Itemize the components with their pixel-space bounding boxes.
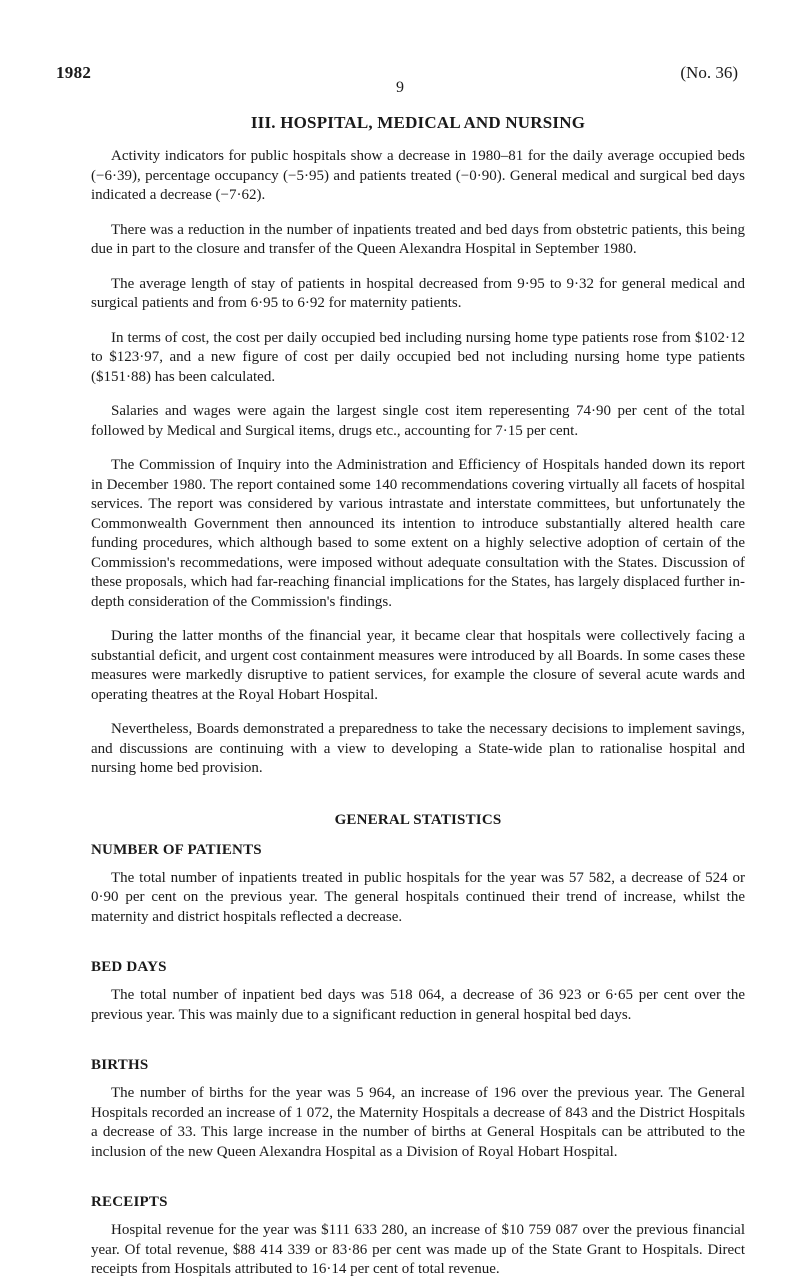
header-year: 1982 bbox=[56, 63, 92, 82]
paragraph-cost: In terms of cost, the cost per daily occupied bed including nursing home type patients rose from $102·12 to $123·97, and a new figure of cost per daily occupied bed not including nursing home type patients ($151·88) has been calculated. bbox=[91, 329, 745, 385]
paragraph-savings: Nevertheless, Boards demonstrated a preparedness to take the necessary decisions to implement savings, and discussions are continuing with a view to developing a State-wide plan to rationalise hospital and nursing home bed provision. bbox=[91, 721, 745, 776]
paragraph-length-of-stay: The average length of stay of patients in hospital decreased from 9·95 to 9·32 for general medical and surgical patients and from 6·95 to 6·92 for maternity patients. bbox=[91, 275, 745, 311]
header-number: (No. 36) bbox=[680, 63, 738, 82]
paragraph-salaries: Salaries and wages were again the largest single cost item reperesenting 74·90 per cent of the total followed by Medical and Surgical items, drugs etc., accounting for 7·15 per cent. bbox=[91, 403, 745, 439]
paragraph-activity-indicators: Activity indicators for public hospitals show a decrease in 1980–81 for the daily average occupied beds (−6·39), percentage occupancy (−5·95) and patients treated (−0·90). General medical and surgical bed days indicated a decrease (−7·62). bbox=[91, 148, 745, 203]
page-number: 9 bbox=[396, 79, 404, 96]
receipts-text: Hospital revenue for the year was $111 633 280, an increase of $10 759 087 over the previous financial year. Of total revenue, $88 414 339 or 83·86 per cent was made up of the State Grant to Hospitals. Direct receipts from Hospitals attributed to 16·14 per cent of total revenue. bbox=[91, 1222, 745, 1277]
general-statistics-heading: GENERAL STATISTICS bbox=[334, 811, 502, 828]
births-text: The number of births for the year was 5 964, an increase of 196 over the previous year. The General Hospitals recorded an increase of 1 072, the Maternity Hospitals a decrease of 843 and the District Hospitals a decrease of 33. This large increase in the number of births at General Hospitals can be attributed to the inclusion of the new Queen Alexandra Hospital as a Division of Royal Hobart Hospital. bbox=[91, 1085, 745, 1160]
bed-days-text: The total number of inpatient bed days was 518 064, a decrease of 36 923 or 6·65 per cent over the previous year. This was mainly due to a significant reduction in general hospital bed days. bbox=[91, 987, 745, 1023]
paragraph-deficit: During the latter months of the financial year, it became clear that hospitals were collectively facing a substantial deficit, and urgent cost containment measures were introduced by all Boards. In some cases these measures were markedly disruptive to patient services, for example the closure of several acute wards and operating theatres at the Royal Hobart Hospital. bbox=[91, 628, 745, 703]
paragraph-obstetric-reduction: There was a reduction in the number of inpatients treated and bed days from obstetric patients, this being due in part to the closure and transfer of the Queen Alexandra Hospital in September 1980. bbox=[91, 221, 745, 257]
receipts-heading: RECEIPTS bbox=[91, 1194, 168, 1210]
paragraph-commission-of-inquiry: The Commission of Inquiry into the Administration and Efficiency of Hospitals handed down its report in December 1980. The report contained some 140 recommendations covering virtually all facets of hospital services. The report was considered by various intrastate and interstate committees, but unfortunately the Commonwealth Government then announced its intention to introduce substantially altered health care funding procedures, which although based to some extent on a highly selective adoption of certain of the Commission's recommedations, were imposed without adequate consultation with the States. Discussion of these proposals, which had far-reaching financial implications for the States, has largely displaced further in-depth consideration of the Commission's findings. bbox=[91, 457, 745, 610]
number-of-patients-text: The total number of inpatients treated in public hospitals for the year was 57 582, a decrease of 524 or 0·90 per cent on the previous year. The general hospitals continued their trend of increase, whilst the maternity and district hospitals reflected a decrease. bbox=[91, 869, 745, 925]
document-body bbox=[91, 113, 745, 1280]
births-heading: BIRTHS bbox=[91, 1057, 149, 1073]
section-title: III. HOSPITAL, MEDICAL AND NURSING bbox=[250, 113, 586, 132]
bed-days-heading: BED DAYS bbox=[91, 959, 167, 975]
number-of-patients-heading: NUMBER OF PATIENTS bbox=[91, 841, 262, 858]
